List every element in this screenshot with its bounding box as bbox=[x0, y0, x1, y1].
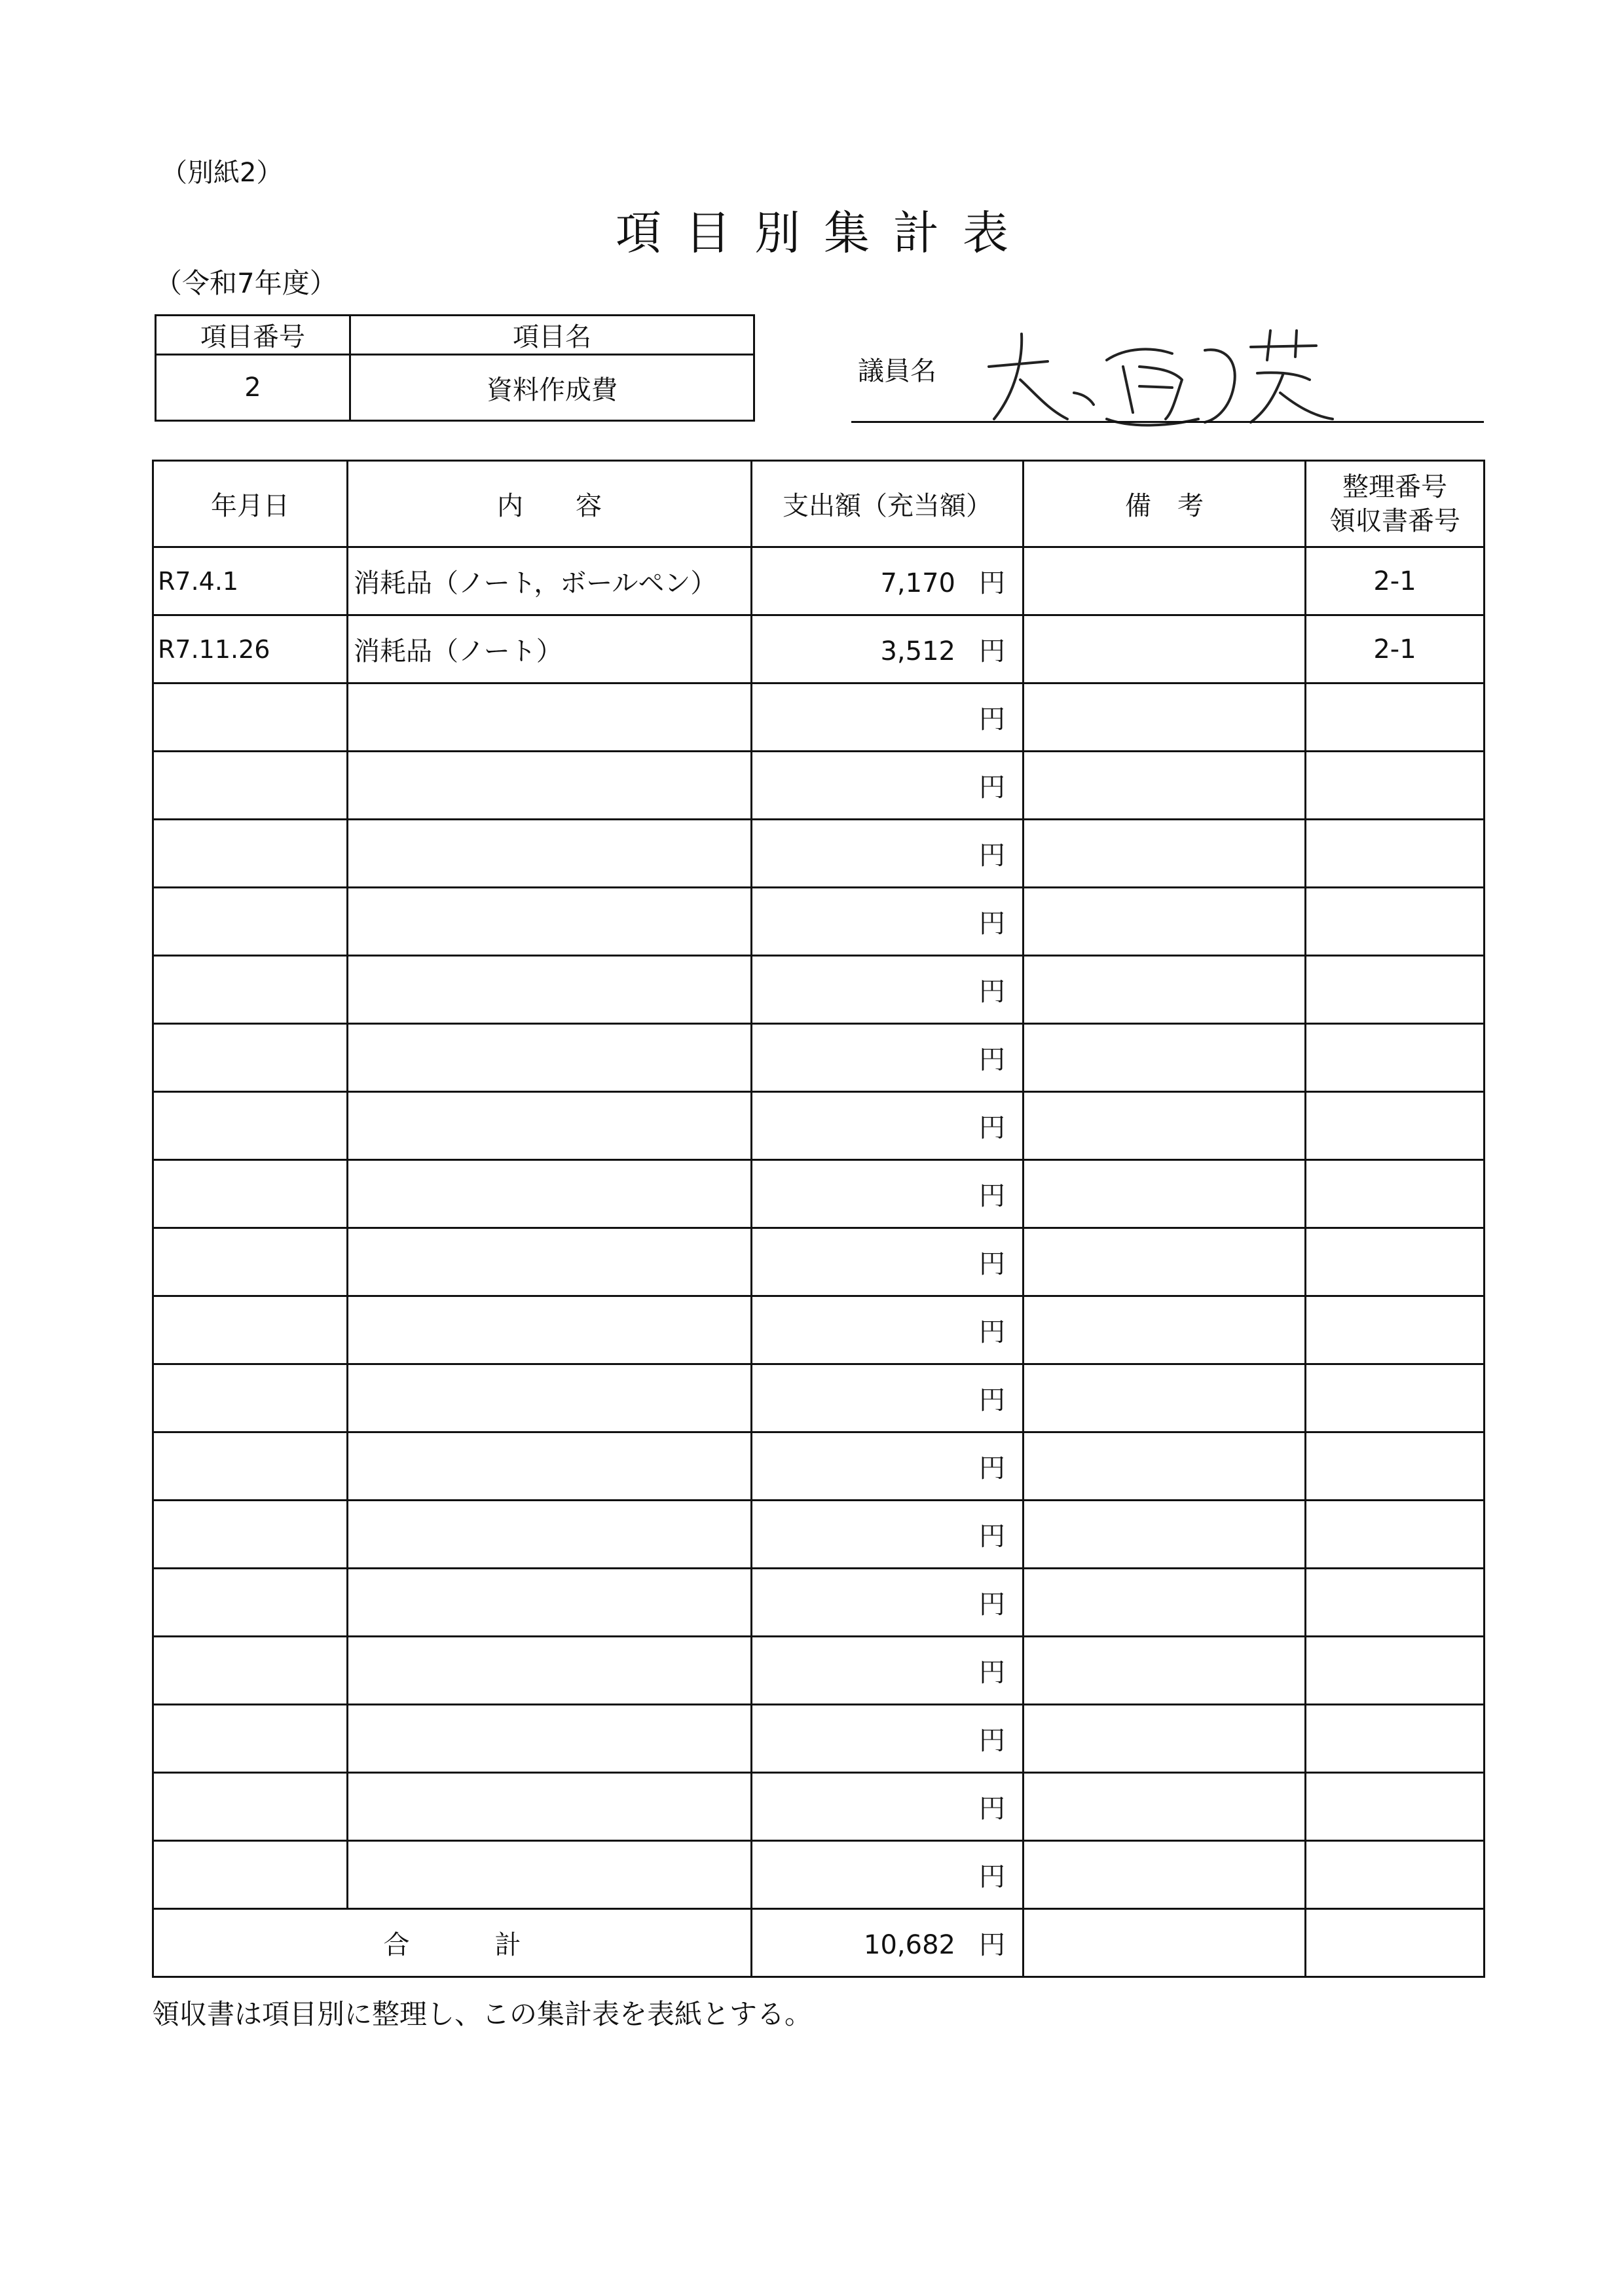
row-amount-cell bbox=[752, 888, 1024, 956]
table-row bbox=[153, 956, 1485, 1024]
row-content: 消耗品（ノート） bbox=[348, 615, 752, 683]
row-currency: 円 bbox=[979, 1658, 1005, 1688]
row-content bbox=[348, 888, 752, 956]
item-number-header: 項目番号 bbox=[156, 316, 350, 355]
row-currency: 円 bbox=[979, 1522, 1005, 1552]
row-amount-cell bbox=[752, 547, 1024, 615]
table-row bbox=[153, 1841, 1485, 1909]
row-ref: 2-1 bbox=[1306, 615, 1485, 683]
row-currency: 円 bbox=[979, 841, 1005, 871]
total-label: 合計 bbox=[153, 1909, 752, 1977]
row-content bbox=[348, 1024, 752, 1092]
row-note bbox=[1024, 1637, 1306, 1705]
header-ref bbox=[1306, 461, 1485, 547]
row-amount-cell bbox=[752, 1160, 1024, 1228]
row-amount-cell bbox=[752, 1432, 1024, 1501]
total-note bbox=[1024, 1909, 1306, 1977]
row-currency: 円 bbox=[979, 1113, 1005, 1143]
table-header-row bbox=[153, 461, 1485, 547]
table-row bbox=[153, 1092, 1485, 1160]
row-date bbox=[153, 888, 348, 956]
row-date bbox=[153, 683, 348, 752]
row-date bbox=[153, 1637, 348, 1705]
row-currency: 円 bbox=[979, 977, 1005, 1007]
row-date: R7.4.1 bbox=[153, 547, 348, 615]
row-amount-cell bbox=[752, 1841, 1024, 1909]
row-content bbox=[348, 1092, 752, 1160]
row-currency: 円 bbox=[979, 1181, 1005, 1211]
row-date bbox=[153, 1501, 348, 1569]
row-currency: 円 bbox=[979, 909, 1005, 939]
row-amount-cell bbox=[752, 752, 1024, 820]
row-ref bbox=[1306, 1705, 1485, 1773]
annex-label: （別紙2） bbox=[161, 158, 283, 188]
row-ref bbox=[1306, 1501, 1485, 1569]
row-currency: 円 bbox=[979, 773, 1005, 803]
row-content bbox=[348, 752, 752, 820]
row-content bbox=[348, 1773, 752, 1841]
row-content bbox=[348, 820, 752, 888]
row-amount-cell bbox=[752, 1364, 1024, 1432]
row-content bbox=[348, 1160, 752, 1228]
row-amount-cell bbox=[752, 1024, 1024, 1092]
row-amount-cell bbox=[752, 1637, 1024, 1705]
row-ref bbox=[1306, 1569, 1485, 1637]
row-content bbox=[348, 1705, 752, 1773]
row-note bbox=[1024, 1160, 1306, 1228]
row-content bbox=[348, 1296, 752, 1364]
item-number-value: 2 bbox=[156, 355, 350, 421]
row-amount-cell bbox=[752, 1773, 1024, 1841]
total-row bbox=[153, 1909, 1485, 1977]
item-info-table bbox=[155, 314, 755, 422]
header-ref-line2: 領収書番号 bbox=[1329, 505, 1460, 536]
row-ref bbox=[1306, 820, 1485, 888]
row-ref bbox=[1306, 1024, 1485, 1092]
row-note bbox=[1024, 1092, 1306, 1160]
row-date bbox=[153, 1841, 348, 1909]
row-content bbox=[348, 956, 752, 1024]
row-content bbox=[348, 1841, 752, 1909]
row-date bbox=[153, 1228, 348, 1296]
table-row bbox=[153, 1705, 1485, 1773]
table-row bbox=[153, 820, 1485, 888]
item-name-value: 資料作成費 bbox=[350, 355, 754, 421]
row-note bbox=[1024, 820, 1306, 888]
row-amount-cell bbox=[752, 820, 1024, 888]
row-date bbox=[153, 1705, 348, 1773]
row-ref bbox=[1306, 1092, 1485, 1160]
fiscal-year: （令和7年度） bbox=[155, 267, 337, 299]
row-currency: 円 bbox=[979, 704, 1005, 735]
row-amount-cell bbox=[752, 1569, 1024, 1637]
header-date: 年月日 bbox=[153, 461, 348, 547]
row-note bbox=[1024, 1569, 1306, 1637]
row-note bbox=[1024, 615, 1306, 683]
footnote: 領収書は項目別に整理し、この集計表を表紙とする。 bbox=[152, 1998, 813, 2030]
table-row bbox=[153, 1228, 1485, 1296]
handwritten-signature bbox=[976, 321, 1342, 432]
row-ref bbox=[1306, 1228, 1485, 1296]
table-row bbox=[153, 615, 1485, 683]
row-date bbox=[153, 1773, 348, 1841]
row-date bbox=[153, 1296, 348, 1364]
table-row bbox=[153, 1364, 1485, 1432]
row-date bbox=[153, 820, 348, 888]
header-ref-line1: 整理番号 bbox=[1342, 471, 1447, 502]
row-amount-cell bbox=[752, 1228, 1024, 1296]
row-content bbox=[348, 1637, 752, 1705]
table-row bbox=[153, 888, 1485, 956]
page-title: 項目別集計表 bbox=[616, 206, 1032, 260]
row-ref bbox=[1306, 1364, 1485, 1432]
row-amount-cell bbox=[752, 683, 1024, 752]
row-note bbox=[1024, 1296, 1306, 1364]
row-note bbox=[1024, 1773, 1306, 1841]
row-amount-cell bbox=[752, 615, 1024, 683]
row-content bbox=[348, 1432, 752, 1501]
header-amount: 支出額（充当額） bbox=[752, 461, 1024, 547]
row-note bbox=[1024, 1432, 1306, 1501]
row-ref bbox=[1306, 752, 1485, 820]
row-note bbox=[1024, 1024, 1306, 1092]
header-note: 備 考 bbox=[1024, 461, 1306, 547]
row-ref: 2-1 bbox=[1306, 547, 1485, 615]
table-row bbox=[153, 1773, 1485, 1841]
row-currency: 円 bbox=[979, 1453, 1005, 1484]
row-content bbox=[348, 683, 752, 752]
row-note bbox=[1024, 956, 1306, 1024]
row-amount-cell bbox=[752, 956, 1024, 1024]
item-name-header: 項目名 bbox=[350, 316, 754, 355]
row-amount-cell bbox=[752, 1705, 1024, 1773]
row-ref bbox=[1306, 1773, 1485, 1841]
row-amount-cell bbox=[752, 1501, 1024, 1569]
row-date bbox=[153, 1160, 348, 1228]
row-ref bbox=[1306, 956, 1485, 1024]
row-currency: 円 bbox=[979, 1590, 1005, 1620]
row-note bbox=[1024, 1364, 1306, 1432]
row-amount-cell bbox=[752, 1296, 1024, 1364]
member-name-label: 議員名 bbox=[858, 356, 936, 386]
table-row bbox=[153, 752, 1485, 820]
table-row bbox=[153, 547, 1485, 615]
table-row bbox=[153, 1024, 1485, 1092]
row-currency: 円 bbox=[979, 636, 1005, 666]
table-row bbox=[153, 683, 1485, 752]
row-date bbox=[153, 752, 348, 820]
table-row bbox=[153, 1569, 1485, 1637]
total-amount: 10,682 bbox=[864, 1930, 955, 1960]
row-note bbox=[1024, 888, 1306, 956]
row-amount: 3,512 bbox=[880, 636, 955, 666]
row-currency: 円 bbox=[979, 1862, 1005, 1892]
row-date bbox=[153, 956, 348, 1024]
table-row bbox=[153, 1296, 1485, 1364]
member-signature-line bbox=[851, 421, 1484, 423]
row-date bbox=[153, 1364, 348, 1432]
row-note bbox=[1024, 683, 1306, 752]
row-date bbox=[153, 1569, 348, 1637]
row-currency: 円 bbox=[979, 1317, 1005, 1347]
row-date bbox=[153, 1432, 348, 1501]
total-ref bbox=[1306, 1909, 1485, 1977]
row-ref bbox=[1306, 683, 1485, 752]
row-currency: 円 bbox=[979, 568, 1005, 598]
table-row bbox=[153, 1501, 1485, 1569]
row-content bbox=[348, 1364, 752, 1432]
row-note bbox=[1024, 1705, 1306, 1773]
row-note bbox=[1024, 1841, 1306, 1909]
row-currency: 円 bbox=[979, 1726, 1005, 1756]
total-currency: 円 bbox=[979, 1930, 1005, 1960]
row-note bbox=[1024, 1228, 1306, 1296]
row-date: R7.11.26 bbox=[153, 615, 348, 683]
row-content: 消耗品（ノート，ボールペン） bbox=[348, 547, 752, 615]
row-amount-cell bbox=[752, 1092, 1024, 1160]
total-amount-cell bbox=[752, 1909, 1024, 1977]
table-row bbox=[153, 1160, 1485, 1228]
header-content: 内 容 bbox=[348, 461, 752, 547]
row-date bbox=[153, 1024, 348, 1092]
row-currency: 円 bbox=[979, 1249, 1005, 1279]
expense-table bbox=[152, 460, 1485, 1978]
row-currency: 円 bbox=[979, 1794, 1005, 1824]
row-ref bbox=[1306, 1841, 1485, 1909]
row-currency: 円 bbox=[979, 1385, 1005, 1415]
row-content bbox=[348, 1228, 752, 1296]
row-ref bbox=[1306, 888, 1485, 956]
row-content bbox=[348, 1569, 752, 1637]
row-note bbox=[1024, 547, 1306, 615]
row-note bbox=[1024, 752, 1306, 820]
row-ref bbox=[1306, 1296, 1485, 1364]
table-row bbox=[153, 1637, 1485, 1705]
row-currency: 円 bbox=[979, 1045, 1005, 1075]
row-ref bbox=[1306, 1160, 1485, 1228]
table-row bbox=[153, 1432, 1485, 1501]
row-amount: 7,170 bbox=[880, 568, 955, 598]
row-content bbox=[348, 1501, 752, 1569]
row-date bbox=[153, 1092, 348, 1160]
row-ref bbox=[1306, 1432, 1485, 1501]
row-note bbox=[1024, 1501, 1306, 1569]
row-ref bbox=[1306, 1637, 1485, 1705]
